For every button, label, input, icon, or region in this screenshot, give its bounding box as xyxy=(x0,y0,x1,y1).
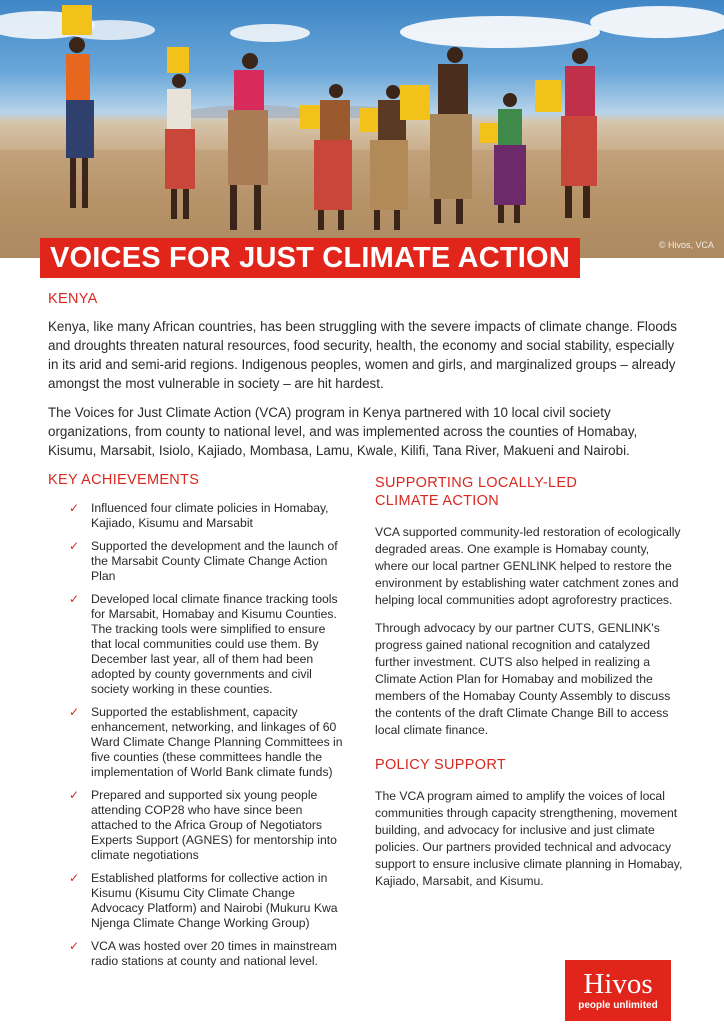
list-item xyxy=(48,592,348,697)
locally-led-heading xyxy=(375,474,683,510)
list-item xyxy=(48,501,348,531)
list-item xyxy=(48,871,348,931)
list-item xyxy=(48,705,348,780)
list-item-text: Supported the establishment, capacity enhancement, networking, and linkages of 60 Ward Climate Change Planning Committees in five counties (these committees handle the implementation of World Bank climate funds) xyxy=(91,705,343,779)
intro-section xyxy=(48,317,688,460)
logo-name: Hivos xyxy=(583,968,653,1000)
logo-tagline: people unlimited xyxy=(578,1000,658,1011)
locally-led-paragraph-2: Through advocacy by our partner CUTS, GENLINK's progress gained national recognition and catalyzed further investment. CUTS also helped in realizing a Climate Action Plan for Homabay and mobilized the members of the Homabay County Assembly to discuss the contents of the draft Climate Change Bill to access local climate finance. xyxy=(375,621,671,737)
list-item xyxy=(48,939,348,969)
policy-support-paragraph: The VCA program aimed to amplify the voices of local communities through capacity strengthening, movement building, and advocacy for inclusive and just climate policies. Our partners provided technical and advocacy support to ensure inclusive climate planning in Homabay, Kajiado, Marsabit, and Kisumu. xyxy=(375,789,683,888)
key-achievements-section xyxy=(48,471,348,977)
intro-paragraph-1: Kenya, like many African countries, has been struggling with the severe impacts of climate change. Floods and droughts threaten natural resources, food security, health, the economy and social stability, especially in its arid and semi-arid regions. Indigenous peoples, women and girls, and marginalized groups – already amongst the most vulnerable in society – are hit hardest. xyxy=(48,319,677,391)
hivos-logo xyxy=(565,960,671,1021)
locally-led-heading-line-1: SUPPORTING LOCALLY-LED xyxy=(375,475,578,491)
checkmark-icon: ✓ xyxy=(69,788,80,802)
locally-led-paragraph-1: VCA supported community-led restoration of ecologically degraded areas. One example is Homabay county, where our local partner GENLINK helped to restore the environment by establishing water catchment zones and helping local communities adopt agroforestry practices. xyxy=(375,525,681,607)
list-item xyxy=(48,788,348,863)
checkmark-icon: ✓ xyxy=(69,939,80,953)
checkmark-icon: ✓ xyxy=(69,501,80,515)
list-item-text: Influenced four climate policies in Homabay, Kajiado, Kisumu and Marsabit xyxy=(91,501,329,530)
list-item-text: Prepared and supported six young people attending COP28 who have since been attached to the Africa Group of Negotiators Experts Support (AGNES) for mentorship into climate negotiations xyxy=(91,788,337,862)
achievements-list xyxy=(48,501,348,969)
checkmark-icon: ✓ xyxy=(69,592,80,606)
list-item-text: Developed local climate finance tracking tools for Marsabit, Homabay and Kisumu Counties. The tracking tools were simplified to ensure that local communities could use them. By December last year, all of them had been adopted by county governments and civil society working in these counties. xyxy=(91,592,338,696)
list-item xyxy=(48,539,348,584)
checkmark-icon: ✓ xyxy=(69,871,80,885)
checkmark-icon: ✓ xyxy=(69,705,80,719)
hero-illustration xyxy=(0,0,724,258)
key-achievements-heading: KEY ACHIEVEMENTS xyxy=(48,472,200,488)
kenya-heading: KENYA xyxy=(48,291,98,307)
list-item-text: VCA was hosted over 20 times in mainstream radio stations at county and national level. xyxy=(91,939,337,968)
page-title: VOICES FOR JUST CLIMATE ACTION xyxy=(50,241,570,274)
intro-paragraph-2: The Voices for Just Climate Action (VCA) program in Kenya partnered with 10 local civil society organizations, from county to national level, and was implemented across the counties of Homabay, Kisumu, Marsabit, Isiolo, Kajiado, Mombasa, Lamu, Kwale, Kilifi, Tana River, Makueni and Nairobi. xyxy=(48,405,638,458)
title-banner xyxy=(40,238,580,278)
right-column xyxy=(375,474,683,890)
policy-support-heading: POLICY SUPPORT xyxy=(375,757,506,773)
hero-photo xyxy=(0,0,724,258)
checkmark-icon: ✓ xyxy=(69,539,80,553)
photo-credit: © Hivos, VCA xyxy=(658,240,714,250)
list-item-text: Supported the development and the launch of the Marsabit County Climate Change Action Plan xyxy=(91,539,338,583)
list-item-text: Established platforms for collective action in Kisumu (Kisumu City Climate Change Advocacy Platform) and Nairobi (Mukuru Kwa Njenga Climate Change Working Group) xyxy=(91,871,338,930)
locally-led-heading-line-2: CLIMATE ACTION xyxy=(375,493,499,509)
